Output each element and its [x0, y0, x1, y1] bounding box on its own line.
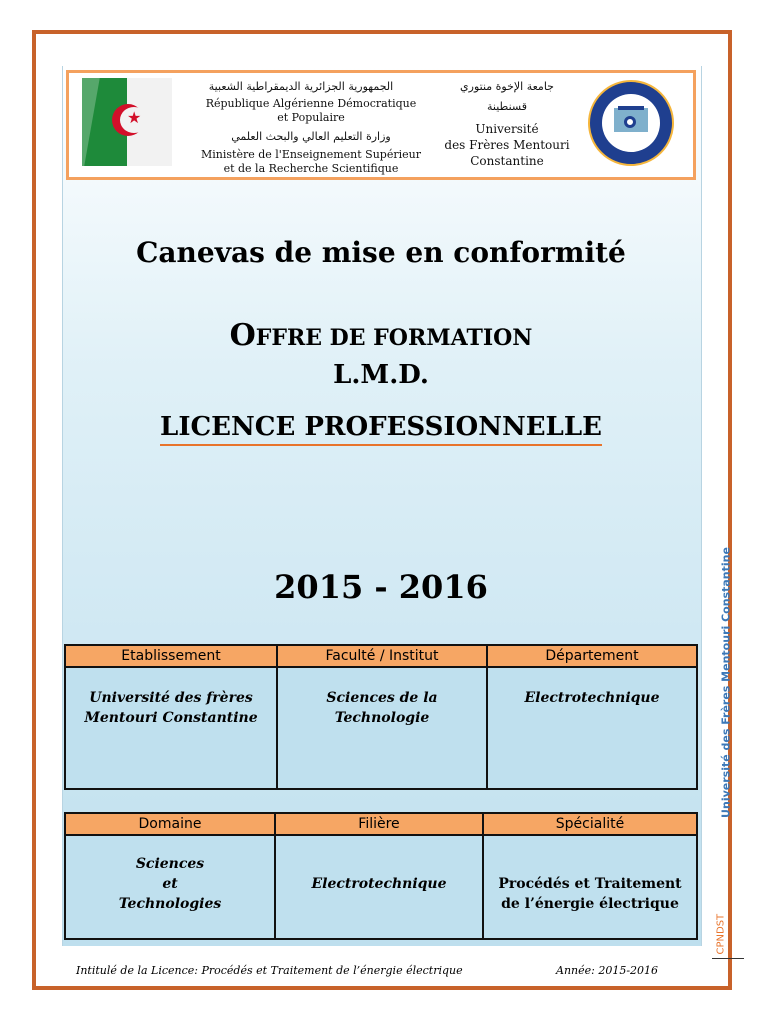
- header-filiere: Filière: [275, 813, 483, 835]
- republic-line2: et Populaire: [277, 111, 345, 124]
- lmd-title: L.M.D.: [333, 360, 429, 390]
- licence-title-wrap: [62, 412, 700, 442]
- cell-specialite: Procédés et Traitement de l’énergie électrique: [483, 835, 697, 939]
- university-line3: Constantine: [470, 154, 544, 168]
- header-faculte: Faculté / Institut: [277, 645, 487, 667]
- header-domaine: Domaine: [65, 813, 275, 835]
- institution-table: [64, 644, 698, 790]
- university-logo-icon: [588, 80, 674, 166]
- ministry-line2: et de la Recherche Scientifique: [223, 162, 399, 175]
- cell-filiere: Electrotechnique: [275, 835, 483, 939]
- algeria-flag-icon: ★: [82, 78, 172, 166]
- header-etablissement: Etablissement: [65, 645, 277, 667]
- arabic-republic: الجمهورية الجزائرية الديمقراطية الشعبية: [208, 80, 394, 93]
- offre-title: OFFRE DE FORMATION: [229, 318, 533, 353]
- university-line1: Université: [475, 122, 539, 136]
- program-table: [64, 812, 698, 940]
- side-university-label: Université des Frères Mentouri Constantine: [719, 547, 733, 818]
- cell-faculte: Sciences de la Technologie: [277, 667, 487, 789]
- arabic-university-line1: جامعة الإخوة منتوري: [460, 80, 554, 93]
- header-specialite: Spécialité: [483, 813, 697, 835]
- main-title: Canevas de mise en conformité: [136, 236, 626, 269]
- cell-etablissement: Université des frères Mentouri Constantine: [65, 667, 277, 789]
- footer-annee: Année: 2015-2016: [556, 964, 659, 977]
- arabic-ministry: وزارة التعليم العالي والبحث العلمي: [231, 130, 391, 143]
- header-departement: Département: [487, 645, 697, 667]
- side-rule: [712, 958, 744, 959]
- footer-intitule: Intitulé de la Licence: Procédés et Traitement de l’énergie électrique: [76, 964, 463, 977]
- cell-domaine: Sciences et Technologies: [65, 835, 275, 939]
- cell-departement: Electrotechnique: [487, 667, 697, 789]
- arabic-university-line2: قسنطينة: [487, 100, 527, 113]
- year-title: 2015 - 2016: [274, 568, 488, 606]
- side-cpndst-label: CPNDST: [715, 913, 727, 955]
- licence-title: LICENCE PROFESSIONNELLE: [160, 412, 602, 446]
- ministry-line1: Ministère de l'Enseignement Supérieur: [201, 148, 421, 161]
- university-line2: des Frères Mentouri: [444, 138, 570, 152]
- republic-line1: République Algérienne Démocratique: [205, 97, 417, 110]
